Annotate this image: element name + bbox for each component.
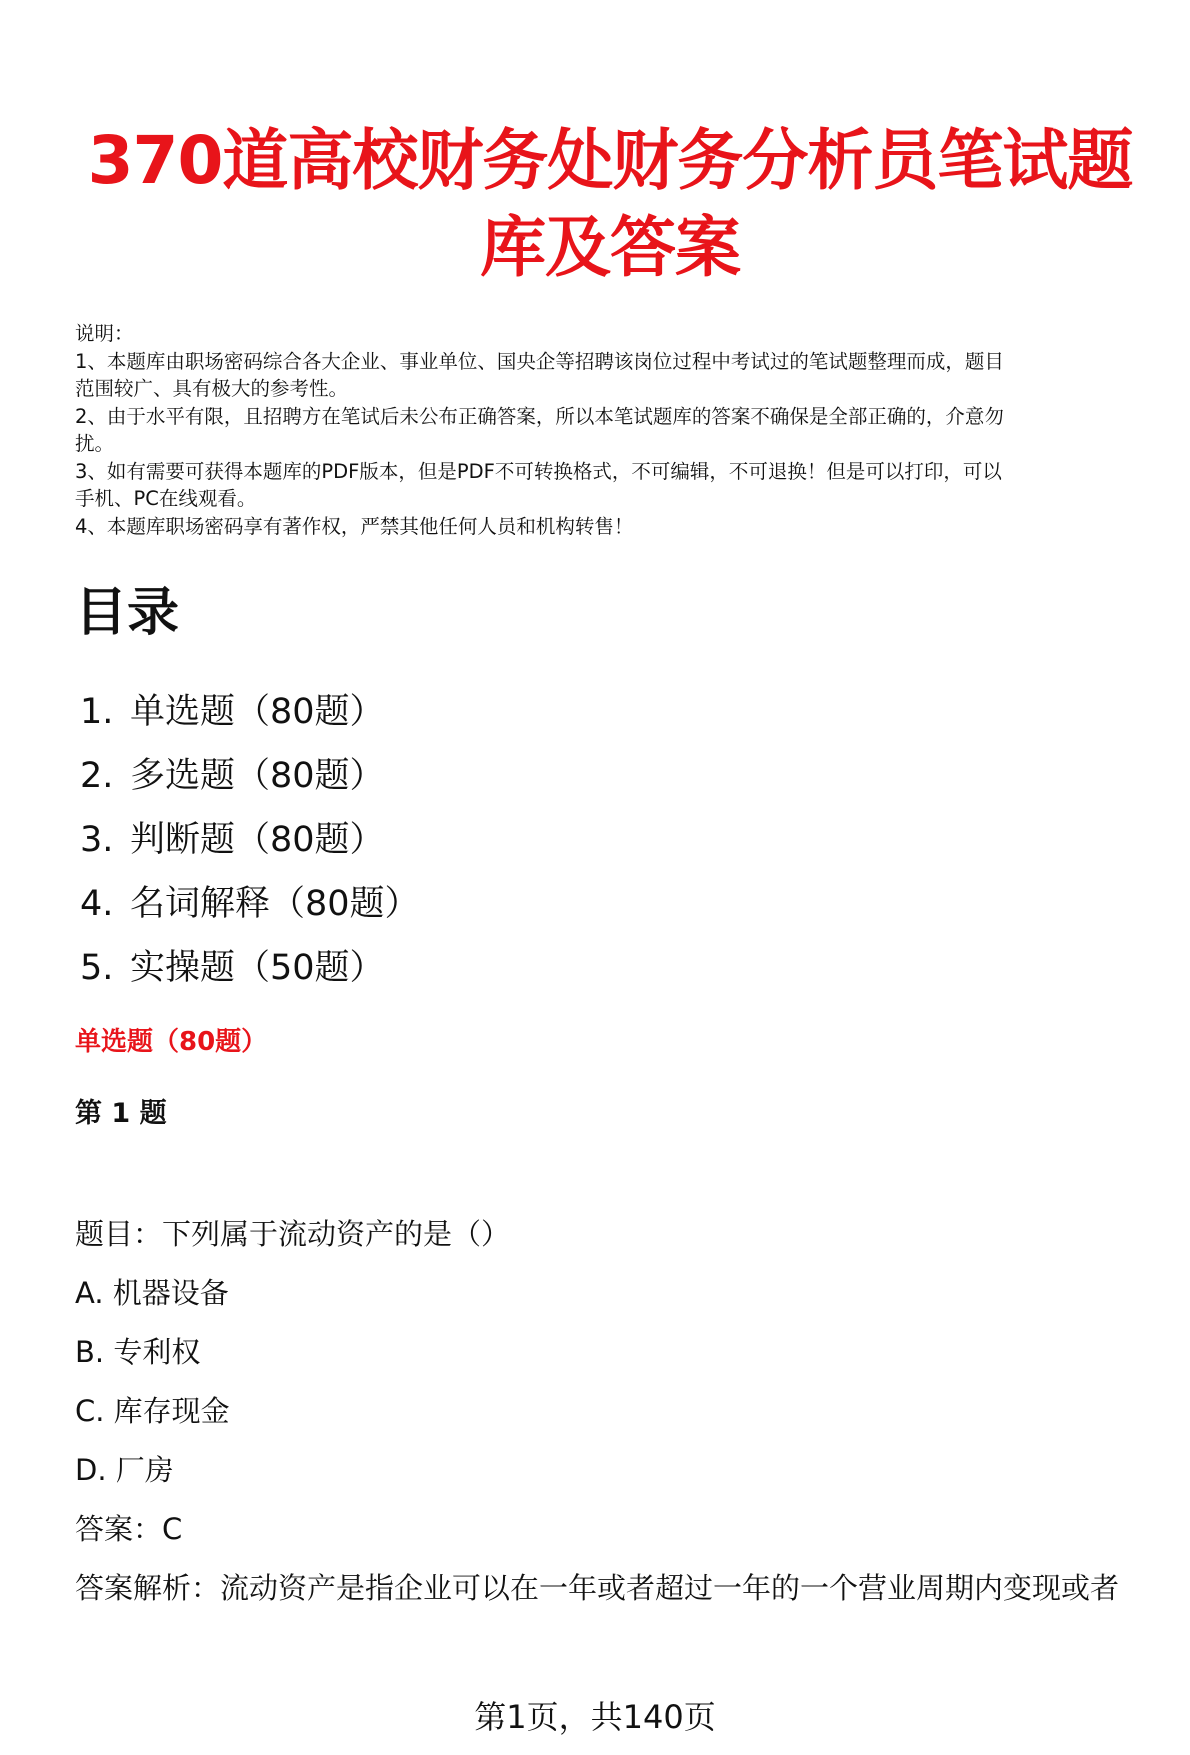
toc-item-single-choice[interactable] — [80, 680, 420, 744]
question-stem: 题目：下列属于流动资产的是（） — [75, 1217, 511, 1251]
toc-item-multiple-choice[interactable] — [80, 744, 420, 808]
option-a: A. 机器设备 — [75, 1276, 229, 1310]
notes-line: 手机、PC在线观看。 — [75, 487, 257, 510]
notes-line: 扰。 — [75, 432, 115, 455]
option-b: B. 专利权 — [75, 1335, 201, 1369]
toc-item-number: 5. — [80, 948, 114, 988]
toc-item-number: 3. — [80, 820, 114, 860]
toc-item-label: 实操题（50题） — [130, 948, 385, 988]
toc-item-number: 1. — [80, 692, 114, 732]
answer: 答案：C — [75, 1512, 183, 1546]
section-title: 单选题（80题） — [75, 1027, 268, 1057]
notes-line: 4、本题库职场密码享有著作权，严禁其他任何人员和机构转售！ — [75, 514, 634, 538]
document-title-line-1: 370道高校财务处财务分析员笔试题 — [87, 122, 1133, 199]
notes-line: 3、如有需要可获得本题库的PDF版本，但是PDF不可转换格式，不可编辑，不可退换！但是可以打印，可以 — [75, 459, 1002, 483]
toc-heading: 目录 — [75, 583, 180, 643]
toc-item-number: 4. — [80, 884, 114, 924]
toc-item-label: 多选题（80题） — [130, 756, 385, 796]
notes-block — [75, 320, 1155, 540]
toc-item-label: 判断题（80题） — [130, 820, 385, 860]
answer-explanation: 答案解析：流动资产是指企业可以在一年或者超过一年的一个营业周期内变现或者 — [75, 1571, 1120, 1605]
toc-item-practical[interactable] — [80, 936, 420, 1000]
notes-label: 说明： — [75, 322, 134, 345]
question-number: 第 1 题 — [75, 1098, 167, 1129]
document-title-line-2: 库及答案 — [480, 209, 740, 286]
notes-line: 范围较广、具有极大的参考性。 — [75, 377, 349, 400]
toc-item-label: 单选题（80题） — [130, 692, 385, 732]
toc-item-number: 2. — [80, 756, 114, 796]
option-c: C. 库存现金 — [75, 1394, 230, 1428]
option-d: D. 厂房 — [75, 1453, 174, 1487]
toc-item-label: 名词解释（80题） — [130, 884, 420, 924]
table-of-contents — [80, 680, 420, 1000]
page-footer: 第1页，共140页 — [474, 1698, 716, 1736]
notes-line: 2、由于水平有限，且招聘方在笔试后未公布正确答案，所以本笔试题库的答案不确保是全部正确的，介意勿 — [75, 404, 1004, 428]
toc-item-term-definition[interactable] — [80, 872, 420, 936]
toc-item-true-false[interactable] — [80, 808, 420, 872]
notes-line: 1、本题库由职场密码综合各大企业、事业单位、国央企等招聘该岗位过程中考试过的笔试题整理而成，题目 — [75, 349, 1004, 373]
